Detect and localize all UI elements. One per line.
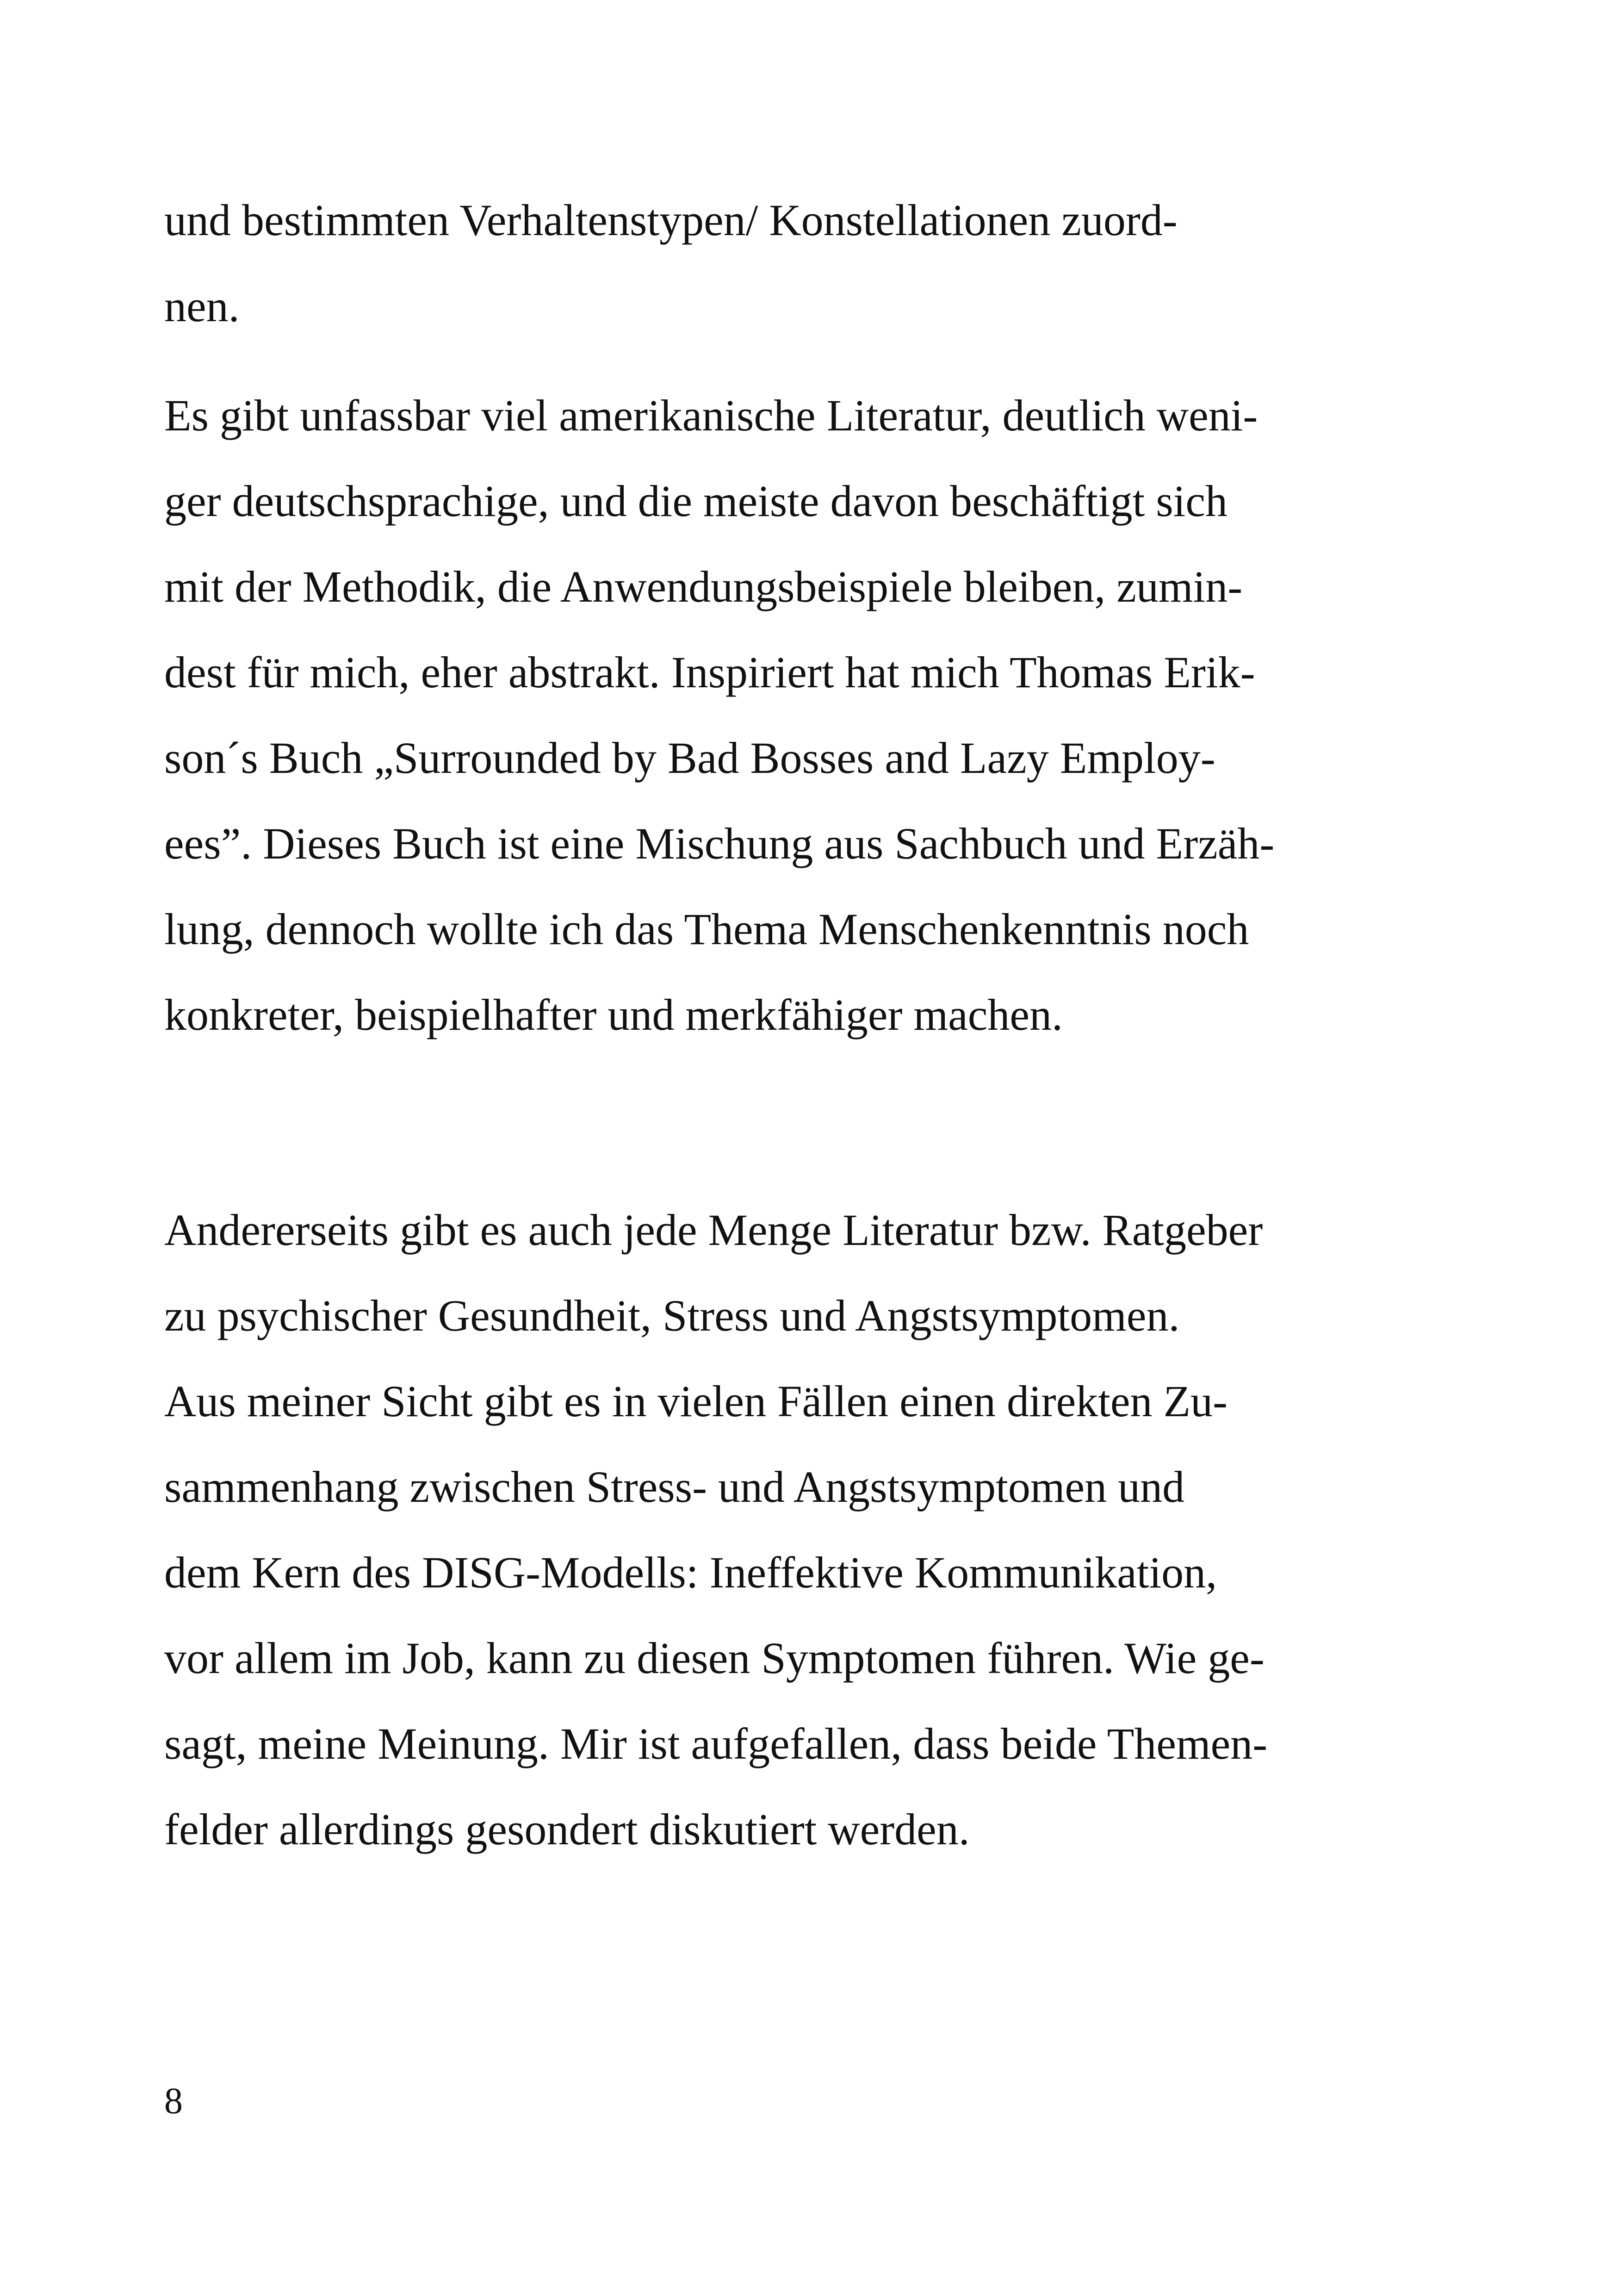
text-line: vor allem im Job, kann zu diesen Symptomen führen. Wie ge- [164,1633,1265,1683]
text-line: nen. [164,281,240,331]
text-line: sagt, meine Meinung. Mir ist aufgefallen, dass beide Themen- [164,1719,1268,1768]
text-line: lung, dennoch wollte ich das Thema Menschenkenntnis noch [164,904,1249,954]
text-line: konkreter, beispielhafter und merkfähiger machen. [164,990,1063,1039]
text-line: ger deutschsprachige, und die meiste davon beschäftigt sich [164,476,1227,526]
text-line: Aus meiner Sicht gibt es in vielen Fällen einen direkten Zu- [164,1376,1228,1426]
text-line: felder allerdings gesondert diskutiert werden. [164,1804,970,1854]
text-line: mit der Methodik, die Anwendungsbeispiele bleiben, zumin- [164,562,1243,611]
text-line: ees”. Dieses Buch ist eine Mischung aus Sachbuch und Erzäh- [164,819,1275,868]
text-line: zu psychischer Gesundheit, Stress und Angstsymptomen. [164,1291,1180,1340]
text-line: dem Kern des DISG-Modells: Ineffektive Kommunikation, [164,1548,1217,1597]
text-line: sammenhang zwischen Stress- und Angstsymptomen und [164,1462,1185,1512]
text-line: son´s Buch „Surrounded by Bad Bosses and Lazy Employ- [164,733,1215,783]
text-line: Es gibt unfassbar viel amerikanische Literatur, deutlich weni- [164,391,1258,440]
page-number: 8 [164,2081,183,2122]
text-line: und bestimmten Verhaltenstypen/ Konstellationen zuord- [164,195,1178,245]
text-line: Andererseits gibt es auch jede Menge Literatur bzw. Ratgeber [164,1205,1263,1255]
text-line: dest für mich, eher abstrakt. Inspiriert hat mich Thomas Erik- [164,647,1255,697]
